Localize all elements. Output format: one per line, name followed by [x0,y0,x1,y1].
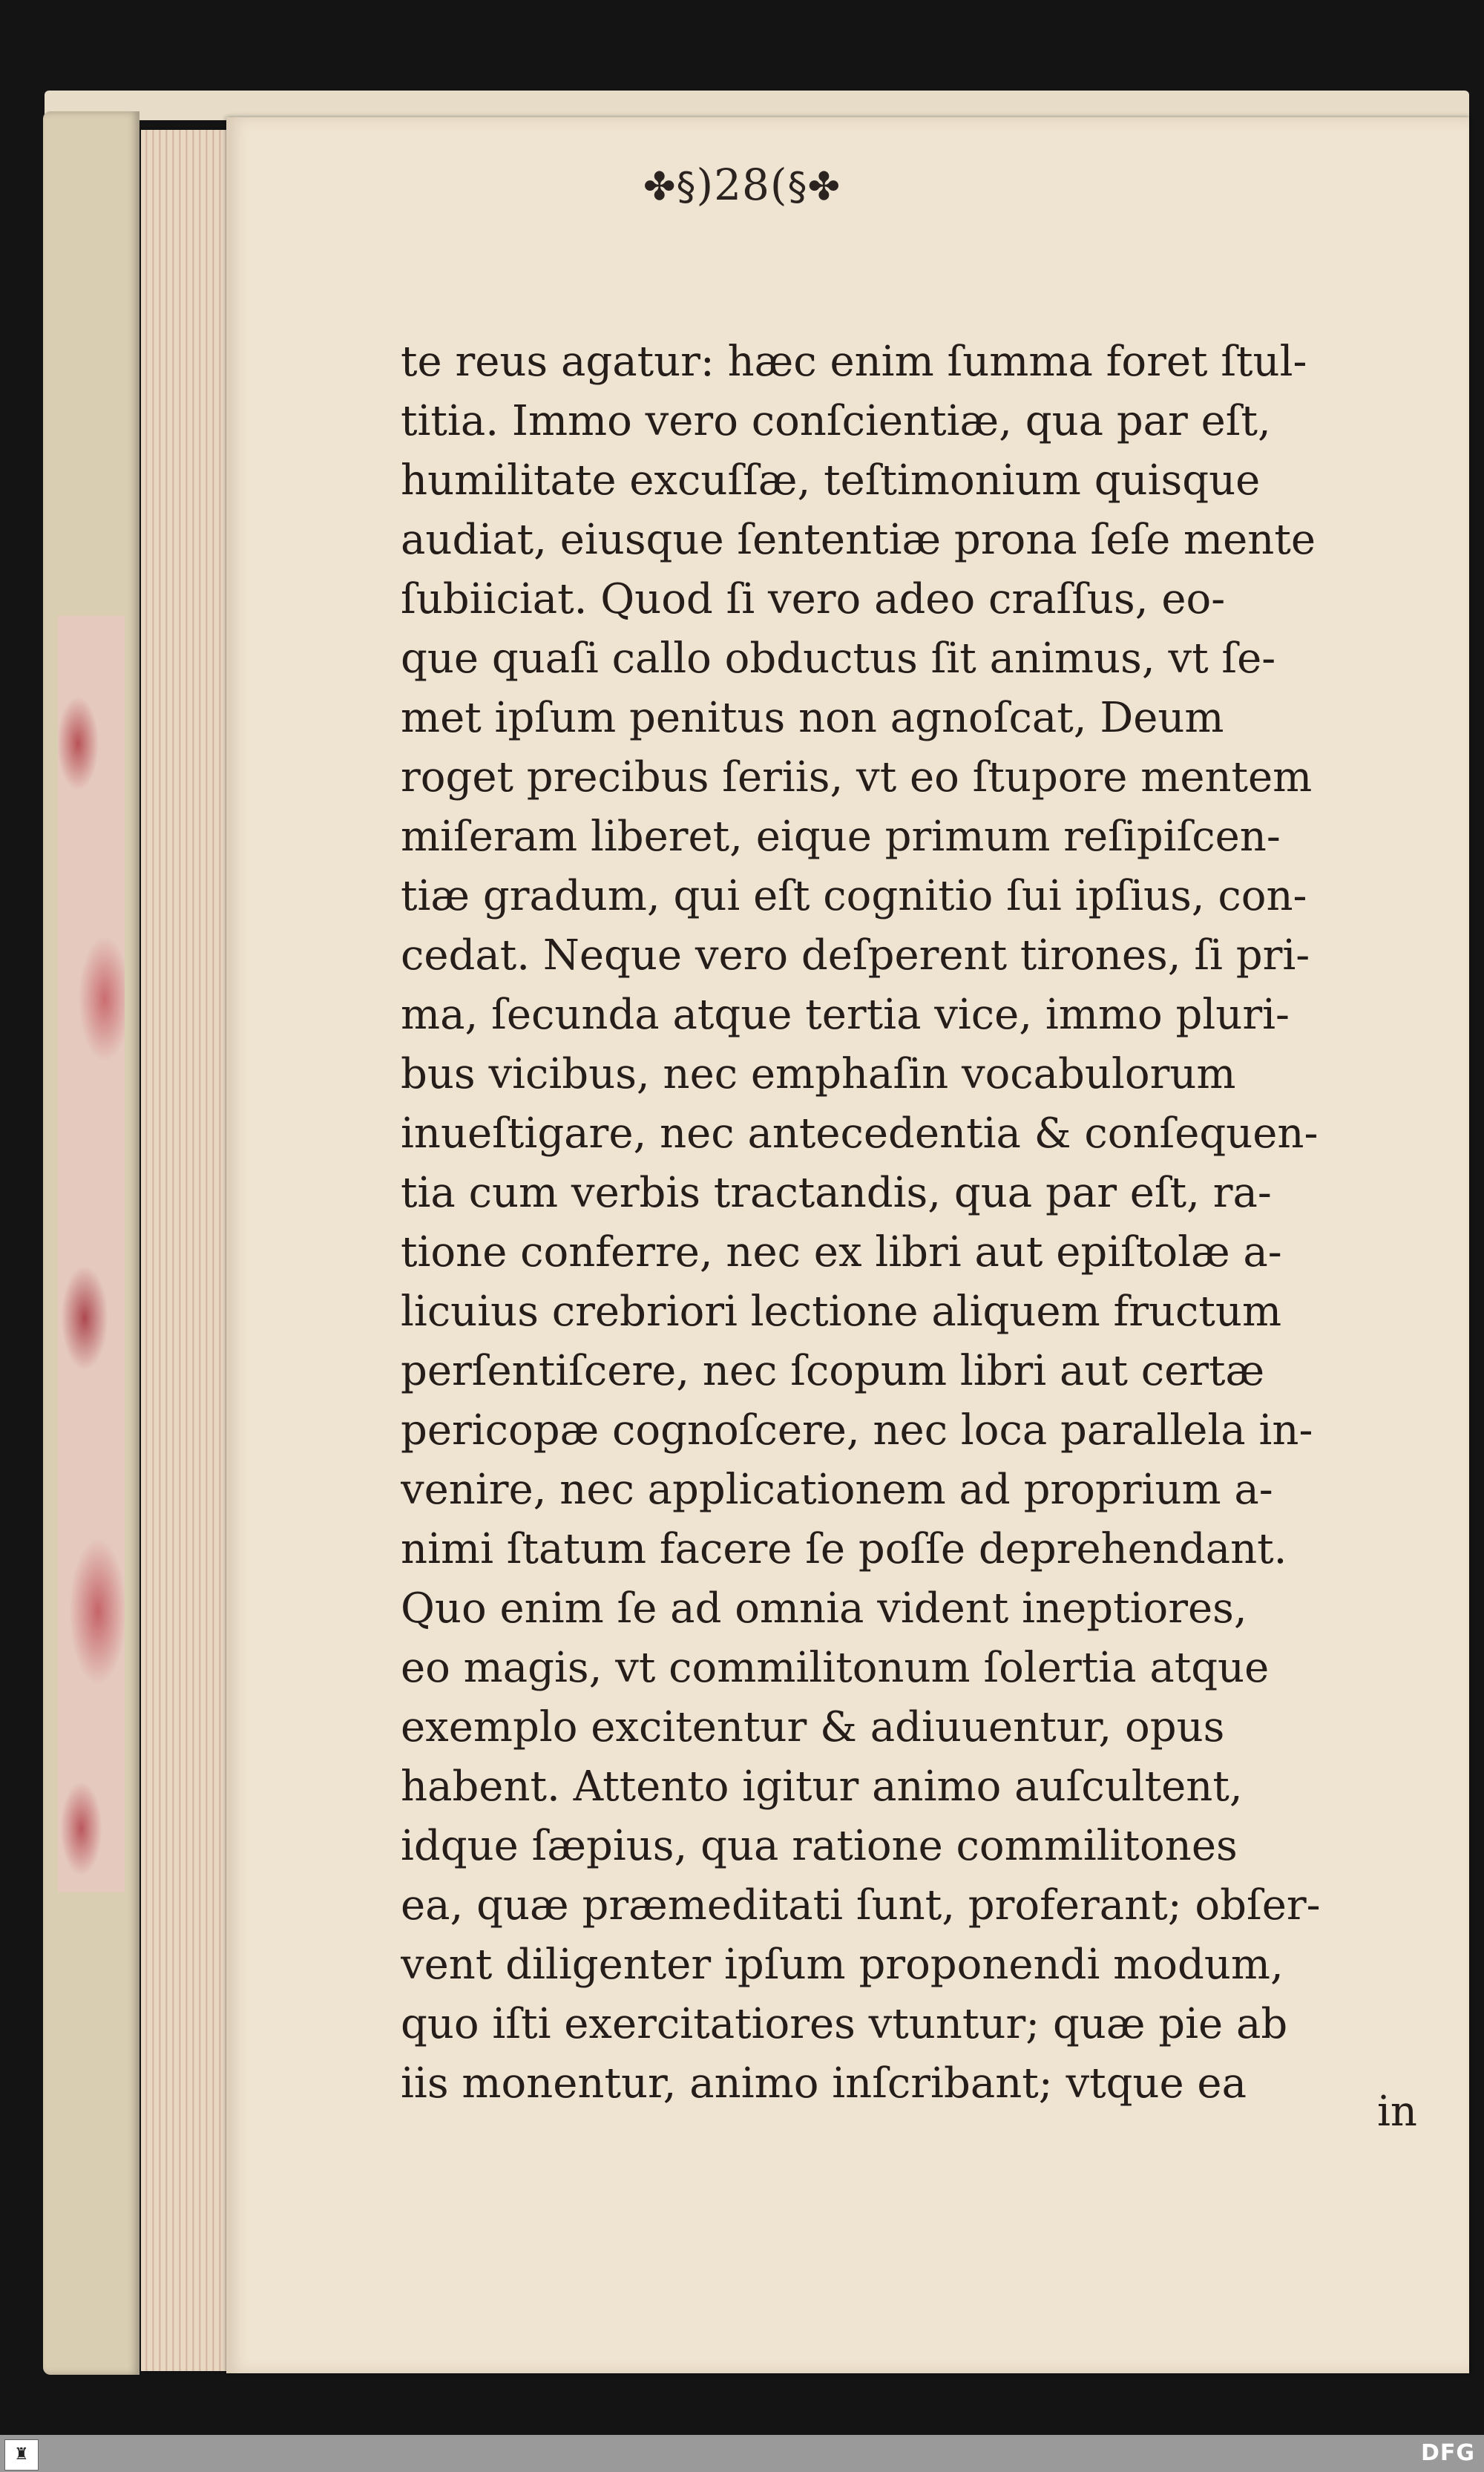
text-line: perſentiſcere, nec ſcopum libri aut certæ [401,1347,1265,1395]
text-line: ea, quæ præmeditati ſunt, proferant; obſer- [401,1881,1321,1930]
text-line: Quo enim ſe ad omnia vident ineptiores, [401,1584,1247,1633]
text-line: eo magis, vt commilitonum ſolertia atque [401,1644,1270,1692]
page-number: )28( [696,160,788,210]
text-line: titia. Immo vero conſcientiæ, qua par eſt, [401,397,1271,445]
text-line: miſeram liberet, eique primum reſipiſcen- [401,813,1281,861]
text-line: te reus agatur: hæc enim ſumma foret ſtul- [401,338,1307,386]
text-line: que quaſi callo obductus ſit animus, vt ſe- [401,635,1276,683]
library-logo-icon[interactable]: ♜ [4,2439,39,2471]
text-line: habent. Attento igitur animo auſcultent, [401,1763,1243,1811]
page-stack-edges [141,130,230,2371]
text-line: ma, ſecunda atque tertia vice, immo pluri- [401,991,1290,1039]
catchword: in [1377,2088,1417,2136]
ornament-left-icon: ✤§ [643,165,697,209]
marbled-cover-edge [58,616,125,1892]
body-text [401,332,1417,2114]
text-line: tione conferre, nec ex libri aut epiſtolæ a- [401,1228,1282,1276]
text-line: venire, nec applicationem ad proprium a- [401,1466,1273,1514]
ornament-right-icon: §✤ [787,165,841,209]
text-line: roget precibus ſeriis, vt eo ſtupore mentem [401,753,1313,801]
running-head [0,160,1484,210]
text-line: humilitate excuſſæ, teſtimonium quisque [401,456,1261,505]
text-line: nimi ſtatum facere ſe poſſe deprehendant. [401,1525,1287,1573]
text-line: tiæ gradum, qui eſt cognitio ſui ipſius, con- [401,872,1307,920]
text-line: quo iſti exercitatiores vtuntur; quæ pie ab [401,2000,1288,2048]
text-line: exemplo excitentur & adiuuentur, opus [401,1703,1225,1751]
text-line: inueſtigare, nec antecedentia & conſequen- [401,1109,1319,1158]
text-line: met ipſum penitus non agnoſcat, Deum [401,694,1224,742]
text-line: bus vicibus, nec emphaſin vocabulorum [401,1050,1236,1098]
page-top-edge [45,91,1469,120]
text-line: cedat. Neque vero deſperent tirones, ſi pri- [401,931,1310,980]
viewer-footer-bar [0,2435,1484,2472]
text-line: licuius crebriori lectione aliquem fructum [401,1288,1282,1336]
text-line: ſubiiciat. Quod ſi vero adeo craſſus, eo- [401,575,1226,623]
text-line: vent diligenter ipſum proponendi modum, [401,1941,1284,1989]
text-line: iis monentur, animo inſcribant; vtque ea [401,2059,1247,2108]
text-line: pericopæ cognoſcere, nec loca parallela in- [401,1406,1313,1455]
text-line: audiat, eiusque ſententiæ prona ſeſe mente [401,516,1316,564]
text-line: idque ſæpius, qua ratione commilitones [401,1822,1238,1870]
dfg-logo[interactable]: DFG [1420,2440,1475,2466]
text-line: tia cum verbis tractandis, qua par eſt, ra- [401,1169,1272,1217]
